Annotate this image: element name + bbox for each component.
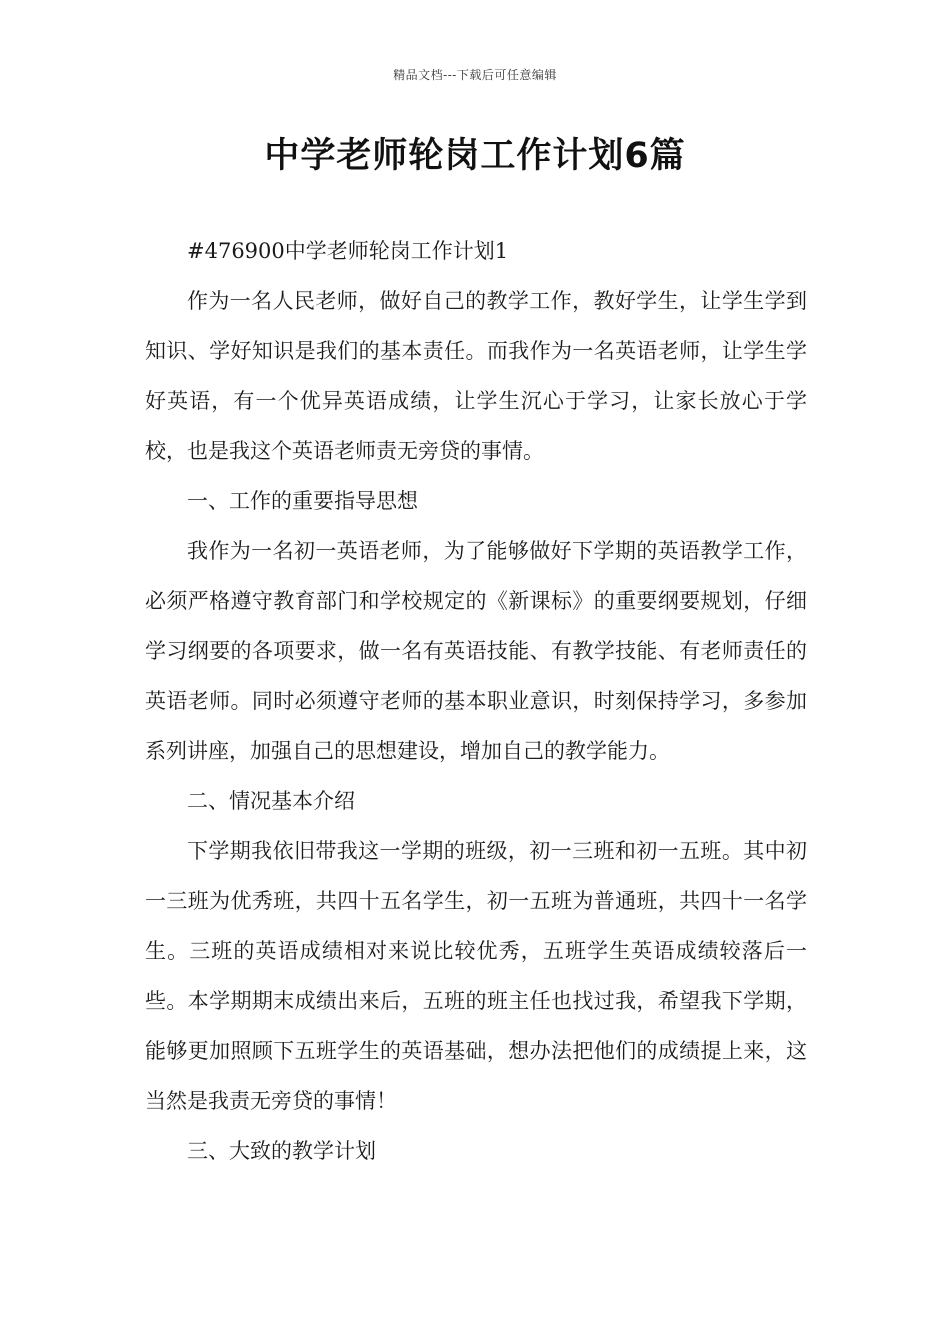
header-note: 精品文档---下载后可任意编辑 <box>393 68 557 82</box>
document-title: 中学老师轮岗工作计划6篇 <box>264 136 686 176</box>
document-body <box>145 226 807 1176</box>
section-heading: #476900中学老师轮岗工作计划1 <box>187 239 509 263</box>
paragraph: 作为一名人民老师，做好自己的教学工作，教好学生，让学生学到知识、学好知识是我们的基本责任。而我作为一名英语老师，让学生学好英语，有一个优异英语成绩，让学生沉心于学习，让家长放心于学校，也是我这个英语老师责无旁贷的事情。 <box>145 289 807 463</box>
section-heading: 二、情况基本介绍 <box>187 789 355 813</box>
section-heading: 一、工作的重要指导思想 <box>187 489 418 513</box>
section-heading: 三、大致的教学计划 <box>187 1139 376 1163</box>
paragraph: 下学期我依旧带我这一学期的班级，初一三班和初一五班。其中初一三班为优秀班，共四十五名学生，初一五班为普通班，共四十一名学生。三班的英语成绩相对来说比较优秀，五班学生英语成绩较落后一些。本学期期末成绩出来后，五班的班主任也找过我，希望我下学期，能够更加照顾下五班学生的英语基础，想办法把他们的成绩提上来，这当然是我责无旁贷的事情！ <box>145 839 807 1113</box>
paragraph: 我作为一名初一英语老师，为了能够做好下学期的英语教学工作，必须严格遵守教育部门和学校规定的《新课标》的重要纲要规划，仔细学习纲要的各项要求，做一名有英语技能、有教学技能、有老师责任的英语老师。同时必须遵守老师的基本职业意识，时刻保持学习，多参加系列讲座，加强自己的思想建设，增加自己的教学能力。 <box>145 539 807 763</box>
